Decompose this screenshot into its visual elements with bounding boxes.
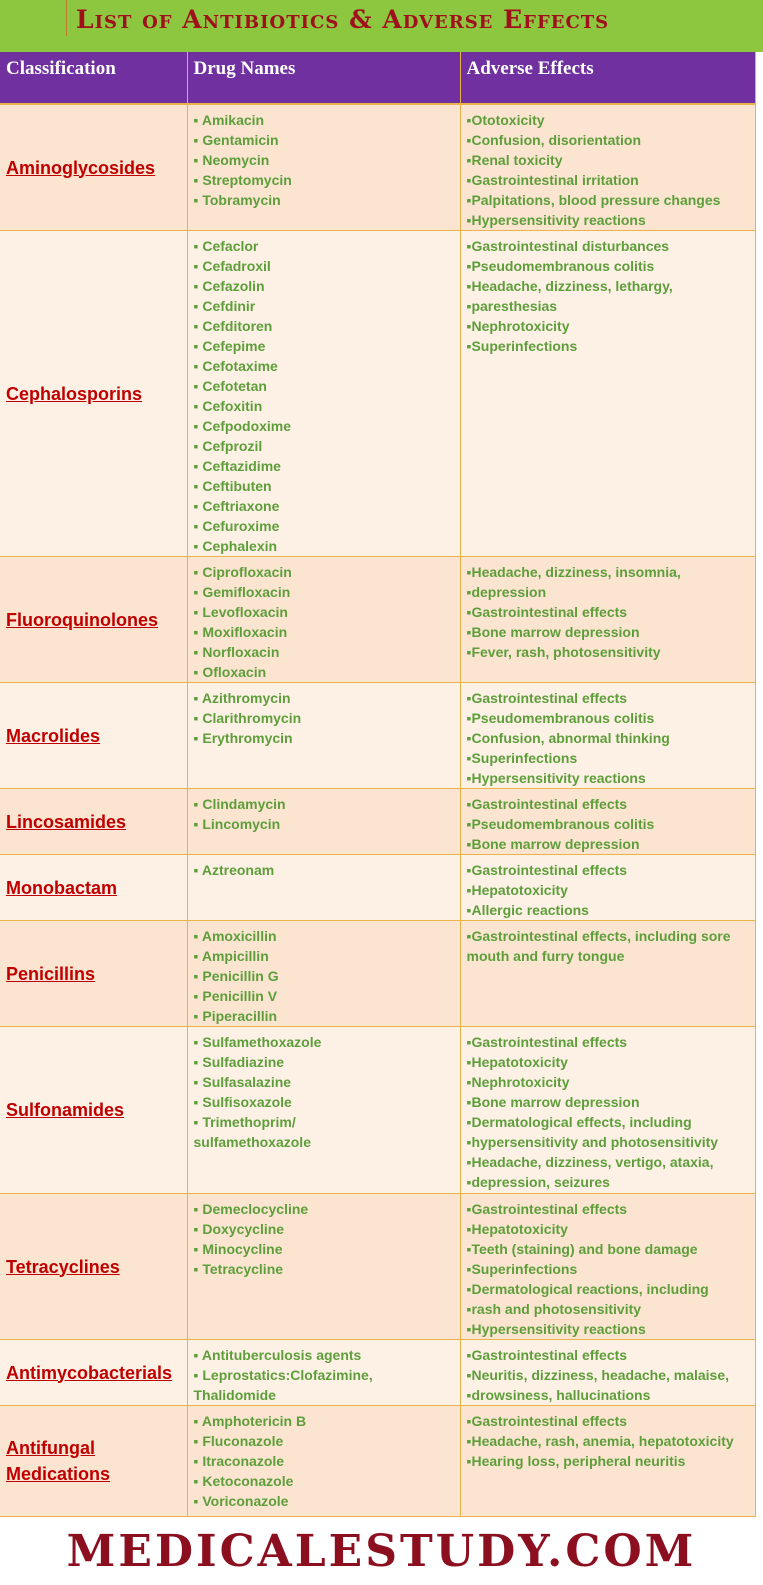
effect-item: ▪ Headache, dizziness, lethargy,	[467, 276, 751, 296]
header-adverse-effects: Adverse Effects	[460, 52, 755, 104]
drug-names-cell	[187, 231, 460, 557]
classification-cell	[0, 1194, 187, 1340]
drug-item: ▪ Amphotericin B	[194, 1411, 456, 1431]
drug-item: ▪ Ceftriaxone	[194, 496, 456, 516]
drug-item: ▪ Cephalexin	[194, 536, 456, 556]
effect-list	[467, 236, 751, 356]
drug-list	[194, 1411, 456, 1511]
drug-names-cell	[187, 104, 460, 231]
classification-name[interactable]: Monobactam	[6, 877, 118, 898]
effect-item: ▪ Gastrointestinal effects	[467, 1411, 751, 1431]
drug-names-cell	[187, 855, 460, 921]
drug-item: ▪ Leprostatics:Clofazimine, Thalidomide	[194, 1365, 399, 1405]
classification-name[interactable]: Macrolides	[6, 725, 101, 746]
effect-list	[467, 926, 751, 966]
drug-item: ▪ Cefazolin	[194, 276, 456, 296]
drug-item: ▪ Cefdinir	[194, 296, 456, 316]
effect-list	[467, 1411, 751, 1471]
effect-item: ▪ Superinfections	[467, 336, 751, 356]
classification-cell	[0, 1340, 187, 1406]
table-row	[0, 683, 755, 789]
drug-item: ▪ Penicillin G	[194, 966, 456, 986]
drug-list	[194, 688, 456, 748]
effect-item: ▪ depression, seizures	[467, 1172, 751, 1192]
antibiotics-table	[0, 52, 756, 1517]
drug-item: ▪ Clarithromycin	[194, 708, 456, 728]
drug-item: ▪ Gemifloxacin	[194, 582, 456, 602]
drug-item: ▪ Aztreonam	[194, 860, 456, 880]
drug-item: ▪ Sulfisoxazole	[194, 1092, 456, 1112]
effect-item: ▪ Fever, rash, photosensitivity	[467, 642, 751, 662]
effect-item: ▪ Palpitations, blood pressure changes	[467, 190, 751, 210]
adverse-effects-cell	[460, 231, 755, 557]
drug-item: ▪ Amikacin	[194, 110, 456, 130]
effect-item: ▪ Gastrointestinal effects	[467, 1199, 751, 1219]
drug-names-cell	[187, 1027, 460, 1194]
adverse-effects-cell	[460, 557, 755, 683]
drug-item: ▪ Cefepime	[194, 336, 456, 356]
effect-item: ▪ depression	[467, 582, 751, 602]
table-row	[0, 1340, 755, 1406]
drug-item: ▪ Cefotetan	[194, 376, 456, 396]
footer-site-name: MEDICALESTUDY.COM	[66, 1526, 697, 1577]
drug-item: ▪ Norfloxacin	[194, 642, 456, 662]
classification-cell	[0, 921, 187, 1027]
drug-item: ▪ Lincomycin	[194, 814, 456, 834]
drug-names-cell	[187, 1406, 460, 1517]
drug-item: ▪ Cefaclor	[194, 236, 456, 256]
effect-item: ▪ Headache, rash, anemia, hepatotoxicity	[467, 1431, 751, 1451]
effect-list	[467, 688, 751, 788]
drug-names-cell	[187, 1340, 460, 1406]
drug-item: ▪ Antituberculosis agents	[194, 1345, 456, 1365]
drug-item: ▪ Voriconazole	[194, 1491, 456, 1511]
drug-item: ▪ Ceftibuten	[194, 476, 456, 496]
effect-list	[467, 794, 751, 854]
effect-list	[467, 562, 751, 662]
drug-item: ▪ Doxycycline	[194, 1219, 456, 1239]
adverse-effects-cell	[460, 1340, 755, 1406]
drug-item: ▪ Tobramycin	[194, 190, 456, 210]
drug-item: ▪ Levofloxacin	[194, 602, 456, 622]
drug-item: ▪ Gentamicin	[194, 130, 456, 150]
effect-item: ▪ Gastrointestinal effects	[467, 602, 751, 622]
effect-item: ▪ Gastrointestinal effects	[467, 1032, 751, 1052]
drug-item: ▪ Erythromycin	[194, 728, 456, 748]
drug-list	[194, 1345, 456, 1405]
classification-name[interactable]: Tetracyclines	[6, 1256, 120, 1277]
drug-list	[194, 926, 456, 1026]
drug-item: ▪ Ofloxacin	[194, 662, 456, 682]
effect-item: ▪ Ototoxicity	[467, 110, 751, 130]
drug-item: ▪ Azithromycin	[194, 688, 456, 708]
classification-cell	[0, 231, 187, 557]
effect-item: ▪ Gastrointestinal irritation	[467, 170, 751, 190]
effect-item: ▪ Hypersensitivity reactions	[467, 1319, 751, 1339]
effect-item: ▪ Hypersensitivity reactions	[467, 768, 751, 788]
table-row	[0, 104, 755, 231]
drug-item: ▪ Ciprofloxacin	[194, 562, 456, 582]
drug-list	[194, 1032, 456, 1152]
adverse-effects-cell	[460, 1194, 755, 1340]
table-header-row	[0, 52, 755, 104]
classification-cell	[0, 1406, 187, 1517]
table-row	[0, 1406, 755, 1517]
drug-item: ▪ Cefpodoxime	[194, 416, 456, 436]
drug-item: ▪ Piperacillin	[194, 1006, 456, 1026]
drug-item: ▪ Neomycin	[194, 150, 456, 170]
classification-name[interactable]: Antimycobacterials	[6, 1362, 173, 1383]
table-row	[0, 231, 755, 557]
drug-item: ▪ Cefotaxime	[194, 356, 456, 376]
effect-item: ▪ Hepatotoxicity	[467, 1052, 751, 1072]
table-row	[0, 855, 755, 921]
effect-item: ▪ Neuritis, dizziness, headache, malaise,	[467, 1365, 751, 1385]
effect-item: ▪ Headache, dizziness, insomnia,	[467, 562, 751, 582]
classification-name[interactable]: Antifungal Medications	[6, 1438, 111, 1484]
drug-list	[194, 794, 456, 834]
page-title: List of Antibiotics & Adverse Effects	[76, 5, 610, 34]
title-bar	[0, 0, 763, 52]
drug-item: ▪ Minocycline	[194, 1239, 456, 1259]
drug-item: ▪ Sulfasalazine	[194, 1072, 456, 1092]
effect-item: ▪ Gastrointestinal effects	[467, 794, 751, 814]
effect-item: ▪ Teeth (staining) and bone damage	[467, 1239, 751, 1259]
drug-item: ▪ Demeclocycline	[194, 1199, 456, 1219]
adverse-effects-cell	[460, 1406, 755, 1517]
effect-item: ▪ Dermatological effects, including	[467, 1112, 751, 1132]
drug-list	[194, 860, 456, 880]
effect-list	[467, 1345, 751, 1405]
drug-item: ▪ Fluconazole	[194, 1431, 456, 1451]
classification-name[interactable]: Cephalosporins	[6, 383, 143, 404]
classification-cell	[0, 557, 187, 683]
classification-name[interactable]: Penicillins	[6, 963, 96, 984]
adverse-effects-cell	[460, 104, 755, 231]
table-row	[0, 789, 755, 855]
classification-name[interactable]: Fluoroquinolones	[6, 609, 158, 630]
drug-item: ▪ Penicillin V	[194, 986, 456, 1006]
effect-item: ▪ Hepatotoxicity	[467, 880, 751, 900]
effect-item: ▪ Bone marrow depression	[467, 1092, 751, 1112]
effect-item: ▪ Superinfections	[467, 748, 751, 768]
effect-item: ▪ rash and photosensitivity	[467, 1299, 751, 1319]
drug-item: ▪ Tetracycline	[194, 1259, 456, 1279]
classification-name[interactable]: Lincosamides	[6, 811, 127, 832]
effect-item: ▪ Allergic reactions	[467, 900, 751, 920]
header-classification: Classification	[0, 52, 187, 104]
drug-names-cell	[187, 1194, 460, 1340]
classification-name[interactable]: Aminoglycosides	[6, 157, 156, 178]
drug-item: ▪ Streptomycin	[194, 170, 456, 190]
footer-watermark	[0, 1518, 763, 1585]
drug-names-cell	[187, 557, 460, 683]
classification-cell	[0, 104, 187, 231]
effect-item: ▪ Gastrointestinal effects, including sore mouth and furry tongue	[467, 926, 747, 966]
effect-item: ▪ hypersensitivity and photosensitivity	[467, 1132, 751, 1152]
table-row	[0, 921, 755, 1027]
table-row	[0, 1194, 755, 1340]
effect-item: ▪ Renal toxicity	[467, 150, 751, 170]
effect-item: ▪ Bone marrow depression	[467, 834, 751, 854]
adverse-effects-cell	[460, 855, 755, 921]
effect-list	[467, 1032, 751, 1192]
effect-list	[467, 860, 751, 920]
drug-item: ▪ Cefprozil	[194, 436, 456, 456]
adverse-effects-cell	[460, 789, 755, 855]
effect-item: ▪ Gastrointestinal effects	[467, 860, 751, 880]
drug-list	[194, 1199, 456, 1279]
effect-item: ▪ Bone marrow depression	[467, 622, 751, 642]
effect-item: ▪ Dermatological reactions, including	[467, 1279, 751, 1299]
classification-cell	[0, 855, 187, 921]
drug-names-cell	[187, 921, 460, 1027]
drug-item: ▪ Sulfamethoxazole	[194, 1032, 456, 1052]
drug-item: ▪ Sulfadiazine	[194, 1052, 456, 1072]
effect-item: ▪ Hypersensitivity reactions	[467, 210, 751, 230]
classification-name[interactable]: Sulfonamides	[6, 1100, 125, 1120]
drug-item: ▪ Trimethoprim/ sulfamethoxazole	[194, 1112, 399, 1152]
effect-item: ▪ Hearing loss, peripheral neuritis	[467, 1451, 751, 1471]
table-row	[0, 557, 755, 683]
drug-names-cell	[187, 789, 460, 855]
effect-item: ▪ Gastrointestinal effects	[467, 688, 751, 708]
drug-item: ▪ Cefditoren	[194, 316, 456, 336]
drug-item: ▪ Ketoconazole	[194, 1471, 456, 1491]
effect-item: ▪ Nephrotoxicity	[467, 1072, 751, 1092]
drug-list	[194, 236, 456, 556]
drug-item: ▪ Ampicillin	[194, 946, 456, 966]
effect-item: ▪ Nephrotoxicity	[467, 316, 751, 336]
drug-item: ▪ Clindamycin	[194, 794, 456, 814]
effect-item: ▪ Hepatotoxicity	[467, 1219, 751, 1239]
classification-cell	[0, 789, 187, 855]
effect-item: ▪ Confusion, disorientation	[467, 130, 751, 150]
effect-item: ▪ Gastrointestinal disturbances	[467, 236, 751, 256]
effect-item: ▪ Pseudomembranous colitis	[467, 708, 751, 728]
drug-item: ▪ Cefadroxil	[194, 256, 456, 276]
drug-item: ▪ Cefuroxime	[194, 516, 456, 536]
effect-item: ▪ Superinfections	[467, 1259, 751, 1279]
drug-item: ▪ Moxifloxacin	[194, 622, 456, 642]
effect-item: ▪ Pseudomembranous colitis	[467, 814, 751, 834]
effect-list	[467, 110, 751, 230]
effect-item: ▪ Pseudomembranous colitis	[467, 256, 751, 276]
adverse-effects-cell	[460, 683, 755, 789]
drug-list	[194, 562, 456, 682]
drug-item: ▪ Amoxicillin	[194, 926, 456, 946]
effect-item: ▪ paresthesias	[467, 296, 751, 316]
effect-item: ▪ Gastrointestinal effects	[467, 1345, 751, 1365]
effect-item: ▪ Headache, dizziness, vertigo, ataxia,	[467, 1152, 751, 1172]
effect-list	[467, 1199, 751, 1339]
effect-item: ▪ Confusion, abnormal thinking	[467, 728, 751, 748]
table-row	[0, 1027, 755, 1194]
effect-item: ▪ drowsiness, hallucinations	[467, 1385, 751, 1405]
drug-item: ▪ Cefoxitin	[194, 396, 456, 416]
classification-cell	[0, 1027, 187, 1194]
table-body	[0, 104, 755, 1517]
drug-names-cell	[187, 683, 460, 789]
adverse-effects-cell	[460, 1027, 755, 1194]
classification-cell	[0, 683, 187, 789]
adverse-effects-cell	[460, 921, 755, 1027]
drug-item: ▪ Ceftazidime	[194, 456, 456, 476]
header-drug-names: Drug Names	[187, 52, 460, 104]
drug-list	[194, 110, 456, 210]
drug-item: ▪ Itraconazole	[194, 1451, 456, 1471]
